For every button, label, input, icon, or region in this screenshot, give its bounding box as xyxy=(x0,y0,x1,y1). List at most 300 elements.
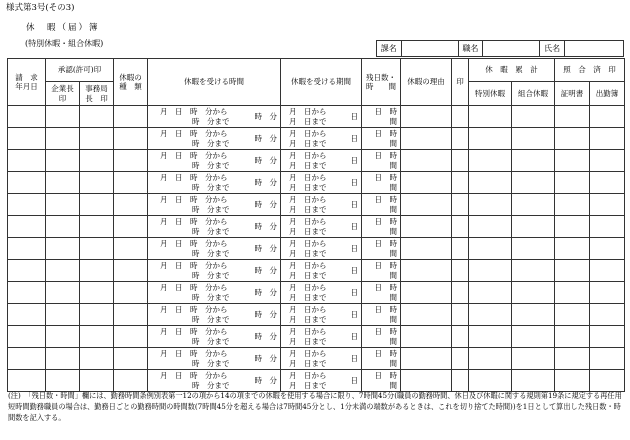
period-to: 月 日まで xyxy=(289,249,327,258)
approval-head-cell[interactable] xyxy=(46,370,80,392)
table-row xyxy=(8,172,625,194)
request-date-cell[interactable] xyxy=(8,348,46,370)
reason-cell[interactable] xyxy=(401,106,452,128)
col-leave-time: 休暇を受ける時間 xyxy=(148,59,281,106)
remaining-cell[interactable] xyxy=(362,106,401,128)
leave-period-cell[interactable] xyxy=(281,172,362,194)
remain-hours: 間 xyxy=(389,271,398,280)
remaining-cell[interactable] xyxy=(362,348,401,370)
time-to: 時 分まで xyxy=(192,117,230,126)
leave-period-cell[interactable] xyxy=(281,282,362,304)
request-date-cell[interactable] xyxy=(8,370,46,392)
leave-type-cell[interactable] xyxy=(114,216,148,238)
period-from: 月 日から xyxy=(289,239,327,248)
union-cell[interactable] xyxy=(512,282,555,304)
request-date-cell[interactable] xyxy=(8,172,46,194)
time-total: 時 分 xyxy=(254,222,278,231)
reason-cell[interactable] xyxy=(401,282,452,304)
remain-days: 日 時 xyxy=(374,239,398,248)
special-cell[interactable] xyxy=(469,172,512,194)
time-to: 時 分まで xyxy=(192,315,230,324)
leave-time-cell[interactable] xyxy=(148,128,281,150)
approval-head-cell[interactable] xyxy=(46,238,80,260)
remain-days: 日 時 xyxy=(374,107,398,116)
union-cell[interactable] xyxy=(512,260,555,282)
remaining-cell[interactable] xyxy=(362,260,401,282)
certificate-cell[interactable] xyxy=(555,304,590,326)
request-date-cell[interactable] xyxy=(8,128,46,150)
remain-hours: 間 xyxy=(389,359,398,368)
time-total: 時 分 xyxy=(254,310,278,319)
union-cell[interactable] xyxy=(512,128,555,150)
period-total: 日 xyxy=(350,354,359,363)
period-to: 月 日まで xyxy=(289,381,327,390)
col-leave-period: 休暇を受ける期間 xyxy=(281,59,362,106)
period-total: 日 xyxy=(350,178,359,187)
col-seal: 印 xyxy=(452,59,469,106)
remain-hours: 間 xyxy=(389,183,398,192)
col-special: 特別休暇 xyxy=(469,82,512,106)
attendance-cell[interactable] xyxy=(590,172,625,194)
period-total: 日 xyxy=(350,134,359,143)
request-date-cell[interactable] xyxy=(8,260,46,282)
form-subtitle: (特別休暇・組合休暇) xyxy=(25,39,104,48)
reason-cell[interactable] xyxy=(401,150,452,172)
col-request-date xyxy=(8,59,46,106)
remain-hours: 間 xyxy=(389,117,398,126)
col-approval-head xyxy=(46,82,80,106)
period-from: 月 日から xyxy=(289,107,327,116)
period-total: 日 xyxy=(350,376,359,385)
certificate-cell[interactable] xyxy=(555,260,590,282)
col-cumulative: 休 暇 累 計 xyxy=(469,59,555,82)
remaining-cell[interactable] xyxy=(362,128,401,150)
period-to: 月 日まで xyxy=(289,337,327,346)
approval-head-cell[interactable] xyxy=(46,260,80,282)
table-row xyxy=(8,326,625,348)
leave-type-cell[interactable] xyxy=(114,150,148,172)
time-to: 時 分まで xyxy=(192,381,230,390)
table-row xyxy=(8,304,625,326)
period-total: 日 xyxy=(350,310,359,319)
time-from: 月 日 時 分から xyxy=(160,217,228,226)
table-row xyxy=(8,260,625,282)
special-cell[interactable] xyxy=(469,238,512,260)
seal-cell[interactable] xyxy=(452,106,469,128)
reason-cell[interactable] xyxy=(401,326,452,348)
col-check: 照 合 済 印 xyxy=(555,59,625,82)
time-from: 月 日 時 分から xyxy=(160,327,228,336)
col-leave-type xyxy=(114,59,148,106)
time-total: 時 分 xyxy=(254,376,278,385)
time-total: 時 分 xyxy=(254,178,278,187)
approval-head-cell[interactable] xyxy=(46,128,80,150)
leave-type-cell[interactable] xyxy=(114,326,148,348)
time-to: 時 分まで xyxy=(192,161,230,170)
period-from: 月 日から xyxy=(289,371,327,380)
leave-time-cell[interactable] xyxy=(148,194,281,216)
special-cell[interactable] xyxy=(469,304,512,326)
certificate-cell[interactable] xyxy=(555,106,590,128)
special-cell[interactable] xyxy=(469,150,512,172)
approval-bureau-cell[interactable] xyxy=(80,304,114,326)
reason-cell[interactable] xyxy=(401,370,452,392)
remaining-cell[interactable] xyxy=(362,216,401,238)
name-field[interactable] xyxy=(564,41,623,57)
seal-cell[interactable] xyxy=(452,128,469,150)
union-cell[interactable] xyxy=(512,172,555,194)
attendance-cell[interactable] xyxy=(590,194,625,216)
seal-cell[interactable] xyxy=(452,370,469,392)
certificate-cell[interactable] xyxy=(555,216,590,238)
approval-bureau-cell[interactable] xyxy=(80,150,114,172)
special-cell[interactable] xyxy=(469,282,512,304)
time-from: 月 日 時 分から xyxy=(160,283,228,292)
seal-cell[interactable] xyxy=(452,282,469,304)
period-to: 月 日まで xyxy=(289,359,327,368)
approval-bureau-cell[interactable] xyxy=(80,282,114,304)
period-to: 月 日まで xyxy=(289,183,327,192)
approval-head-cell[interactable] xyxy=(46,172,80,194)
table-row xyxy=(8,128,625,150)
seal-cell[interactable] xyxy=(452,216,469,238)
leave-time-cell[interactable] xyxy=(148,172,281,194)
attendance-cell[interactable] xyxy=(590,238,625,260)
remaining-cell[interactable] xyxy=(362,238,401,260)
leave-type-cell[interactable] xyxy=(114,172,148,194)
period-from: 月 日から xyxy=(289,305,327,314)
reason-cell[interactable] xyxy=(401,260,452,282)
col-union: 組合休暇 xyxy=(512,82,555,106)
leave-period-cell[interactable] xyxy=(281,260,362,282)
period-to: 月 日まで xyxy=(289,139,327,148)
remain-hours: 間 xyxy=(389,161,398,170)
time-total: 時 分 xyxy=(254,156,278,165)
time-total: 時 分 xyxy=(254,332,278,341)
table-row xyxy=(8,150,625,172)
form-number: 様式第3号(その3) xyxy=(6,3,75,13)
union-cell[interactable] xyxy=(512,304,555,326)
col-remaining-label: 残日数・ 時 間 xyxy=(366,72,397,91)
request-date-cell[interactable] xyxy=(8,106,46,128)
leave-period-cell[interactable] xyxy=(281,128,362,150)
section-label: 課名 xyxy=(377,41,402,57)
time-total: 時 分 xyxy=(254,288,278,297)
seal-cell[interactable] xyxy=(452,172,469,194)
certificate-cell[interactable] xyxy=(555,326,590,348)
time-from: 月 日 時 分から xyxy=(160,107,228,116)
col-remaining xyxy=(362,59,401,106)
time-from: 月 日 時 分から xyxy=(160,195,228,204)
seal-cell[interactable] xyxy=(452,194,469,216)
table-row xyxy=(8,216,625,238)
request-date-cell[interactable] xyxy=(8,282,46,304)
period-from: 月 日から xyxy=(289,195,327,204)
time-total: 時 分 xyxy=(254,354,278,363)
remain-days: 日 時 xyxy=(374,217,398,226)
leave-period-cell[interactable] xyxy=(281,150,362,172)
leave-type-cell[interactable] xyxy=(114,348,148,370)
certificate-cell[interactable] xyxy=(555,348,590,370)
certificate-cell[interactable] xyxy=(555,282,590,304)
remain-days: 日 時 xyxy=(374,327,398,336)
attendance-cell[interactable] xyxy=(590,128,625,150)
special-cell[interactable] xyxy=(469,216,512,238)
approval-bureau-cell[interactable] xyxy=(80,216,114,238)
attendance-cell[interactable] xyxy=(590,216,625,238)
approval-bureau-cell[interactable] xyxy=(80,106,114,128)
employee-info-table xyxy=(376,40,624,57)
period-to: 月 日まで xyxy=(289,227,327,236)
remain-hours: 間 xyxy=(389,293,398,302)
period-from: 月 日から xyxy=(289,261,327,270)
leave-time-cell[interactable] xyxy=(148,348,281,370)
approval-bureau-cell[interactable] xyxy=(80,172,114,194)
union-cell[interactable] xyxy=(512,106,555,128)
special-cell[interactable] xyxy=(469,106,512,128)
leave-period-cell[interactable] xyxy=(281,194,362,216)
time-from: 月 日 時 分から xyxy=(160,239,228,248)
seal-cell[interactable] xyxy=(452,304,469,326)
table-row xyxy=(8,194,625,216)
request-date-cell[interactable] xyxy=(8,238,46,260)
section-field[interactable] xyxy=(401,41,458,57)
remaining-cell[interactable] xyxy=(362,282,401,304)
seal-cell[interactable] xyxy=(452,238,469,260)
leave-time-cell[interactable] xyxy=(148,282,281,304)
remaining-cell[interactable] xyxy=(362,150,401,172)
period-to: 月 日まで xyxy=(289,293,327,302)
remain-days: 日 時 xyxy=(374,371,398,380)
union-cell[interactable] xyxy=(512,370,555,392)
attendance-cell[interactable] xyxy=(590,106,625,128)
special-cell[interactable] xyxy=(469,326,512,348)
reason-cell[interactable] xyxy=(401,172,452,194)
leave-period-cell[interactable] xyxy=(281,326,362,348)
time-to: 時 分まで xyxy=(192,359,230,368)
certificate-cell[interactable] xyxy=(555,150,590,172)
leave-time-cell[interactable] xyxy=(148,370,281,392)
period-from: 月 日から xyxy=(289,327,327,336)
approval-bureau-cell[interactable] xyxy=(80,348,114,370)
col-approval: 承認(許可)印 xyxy=(46,59,114,82)
approval-head-cell[interactable] xyxy=(46,326,80,348)
approval-head-cell[interactable] xyxy=(46,282,80,304)
approval-bureau-cell[interactable] xyxy=(80,194,114,216)
reason-cell[interactable] xyxy=(401,304,452,326)
period-total: 日 xyxy=(350,156,359,165)
time-to: 時 分まで xyxy=(192,293,230,302)
period-total: 日 xyxy=(350,112,359,121)
leave-time-cell[interactable] xyxy=(148,216,281,238)
leave-time-cell[interactable] xyxy=(148,150,281,172)
leave-type-cell[interactable] xyxy=(114,370,148,392)
attendance-cell[interactable] xyxy=(590,348,625,370)
table-row xyxy=(8,370,625,392)
name-label: 氏名 xyxy=(540,41,565,57)
special-cell[interactable] xyxy=(469,348,512,370)
certificate-cell[interactable] xyxy=(555,370,590,392)
seal-cell[interactable] xyxy=(452,326,469,348)
leave-type-cell[interactable] xyxy=(114,194,148,216)
remain-days: 日 時 xyxy=(374,129,398,138)
leave-type-cell[interactable] xyxy=(114,304,148,326)
approval-head-cell[interactable] xyxy=(46,348,80,370)
union-cell[interactable] xyxy=(512,326,555,348)
attendance-cell[interactable] xyxy=(590,370,625,392)
period-total: 日 xyxy=(350,288,359,297)
reason-cell[interactable] xyxy=(401,216,452,238)
certificate-cell[interactable] xyxy=(555,238,590,260)
leave-time-cell[interactable] xyxy=(148,304,281,326)
approval-head-cell[interactable] xyxy=(46,106,80,128)
col-approval-bureau xyxy=(80,82,114,106)
leave-time-cell[interactable] xyxy=(148,260,281,282)
certificate-cell[interactable] xyxy=(555,172,590,194)
time-to: 時 分まで xyxy=(192,337,230,346)
time-from: 月 日 時 分から xyxy=(160,151,228,160)
approval-bureau-cell[interactable] xyxy=(80,370,114,392)
leave-period-cell[interactable] xyxy=(281,348,362,370)
time-from: 月 日 時 分から xyxy=(160,173,228,182)
remain-days: 日 時 xyxy=(374,261,398,270)
period-from: 月 日から xyxy=(289,217,327,226)
period-total: 日 xyxy=(350,222,359,231)
reason-cell[interactable] xyxy=(401,238,452,260)
time-from: 月 日 時 分から xyxy=(160,371,228,380)
remain-hours: 間 xyxy=(389,205,398,214)
attendance-cell[interactable] xyxy=(590,326,625,348)
reason-cell[interactable] xyxy=(401,194,452,216)
table-row xyxy=(8,348,625,370)
time-total: 時 分 xyxy=(254,200,278,209)
table-row xyxy=(8,238,625,260)
period-to: 月 日まで xyxy=(289,315,327,324)
approval-head-cell[interactable] xyxy=(46,194,80,216)
request-date-cell[interactable] xyxy=(8,194,46,216)
remain-hours: 間 xyxy=(389,337,398,346)
request-date-cell[interactable] xyxy=(8,304,46,326)
approval-head-cell[interactable] xyxy=(46,150,80,172)
time-from: 月 日 時 分から xyxy=(160,305,228,314)
remaining-cell[interactable] xyxy=(362,304,401,326)
time-to: 時 分まで xyxy=(192,183,230,192)
approval-head-cell[interactable] xyxy=(46,216,80,238)
special-cell[interactable] xyxy=(469,370,512,392)
time-total: 時 分 xyxy=(254,112,278,121)
period-from: 月 日から xyxy=(289,283,327,292)
time-to: 時 分まで xyxy=(192,249,230,258)
reason-cell[interactable] xyxy=(401,348,452,370)
period-from: 月 日から xyxy=(289,349,327,358)
period-from: 月 日から xyxy=(289,129,327,138)
leave-type-cell[interactable] xyxy=(114,238,148,260)
attendance-cell[interactable] xyxy=(590,150,625,172)
remain-hours: 間 xyxy=(389,381,398,390)
remaining-cell[interactable] xyxy=(362,326,401,348)
remain-days: 日 時 xyxy=(374,305,398,314)
form-title: 休 暇（届）簿 xyxy=(26,23,100,33)
col-request-date-label: 請 求 年月日 xyxy=(15,72,38,91)
union-cell[interactable] xyxy=(512,348,555,370)
period-from: 月 日から xyxy=(289,173,327,182)
remain-hours: 間 xyxy=(389,249,398,258)
time-to: 時 分まで xyxy=(192,271,230,280)
position-field[interactable] xyxy=(483,41,540,57)
period-from: 月 日から xyxy=(289,151,327,160)
leave-record-table xyxy=(7,58,625,392)
union-cell[interactable] xyxy=(512,216,555,238)
reason-cell[interactable] xyxy=(401,128,452,150)
special-cell[interactable] xyxy=(469,260,512,282)
approval-bureau-cell[interactable] xyxy=(80,238,114,260)
approval-bureau-cell[interactable] xyxy=(80,128,114,150)
leave-period-cell[interactable] xyxy=(281,370,362,392)
special-cell[interactable] xyxy=(469,194,512,216)
record-rows xyxy=(8,106,625,392)
col-approval-bureau-label: 事務局 長 印 xyxy=(85,84,108,103)
attendance-cell[interactable] xyxy=(590,304,625,326)
time-total: 時 分 xyxy=(254,134,278,143)
remaining-cell[interactable] xyxy=(362,172,401,194)
certificate-cell[interactable] xyxy=(555,128,590,150)
approval-head-cell[interactable] xyxy=(46,304,80,326)
leave-period-cell[interactable] xyxy=(281,304,362,326)
attendance-cell[interactable] xyxy=(590,282,625,304)
leave-time-cell[interactable] xyxy=(148,106,281,128)
leave-type-cell[interactable] xyxy=(114,282,148,304)
time-from: 月 日 時 分から xyxy=(160,129,228,138)
request-date-cell[interactable] xyxy=(8,150,46,172)
attendance-cell[interactable] xyxy=(590,260,625,282)
leave-time-cell[interactable] xyxy=(148,326,281,348)
position-label: 職名 xyxy=(458,41,483,57)
approval-bureau-cell[interactable] xyxy=(80,260,114,282)
leave-period-cell[interactable] xyxy=(281,216,362,238)
union-cell[interactable] xyxy=(512,150,555,172)
seal-cell[interactable] xyxy=(452,348,469,370)
seal-cell[interactable] xyxy=(452,150,469,172)
table-row xyxy=(8,106,625,128)
period-to: 月 日まで xyxy=(289,161,327,170)
leave-type-cell[interactable] xyxy=(114,106,148,128)
leave-type-cell[interactable] xyxy=(114,128,148,150)
remain-days: 日 時 xyxy=(374,173,398,182)
period-total: 日 xyxy=(350,200,359,209)
union-cell[interactable] xyxy=(512,238,555,260)
remaining-cell[interactable] xyxy=(362,194,401,216)
certificate-cell[interactable] xyxy=(555,194,590,216)
seal-cell[interactable] xyxy=(452,260,469,282)
request-date-cell[interactable] xyxy=(8,326,46,348)
leave-time-cell[interactable] xyxy=(148,238,281,260)
leave-period-cell[interactable] xyxy=(281,106,362,128)
request-date-cell[interactable] xyxy=(8,216,46,238)
remain-days: 日 時 xyxy=(374,195,398,204)
period-total: 日 xyxy=(350,266,359,275)
footnote: (注) 「残日数・時間」欄には、勤務時間条例別表第一12の項から14の項までの休暇を使用する場合に限り、7時間45分(職員の勤務時間、休日及び休暇に関する規則第19条に規定する再任用短時間勤務職員の場合は、勤務日ごとの勤務時間の時間数(7時間45分を超える場合は7時間45分とし、1分未満の端数があるときは、これを切り捨てた時間))を1日として算出した残日数・時間数を記入する。 xyxy=(8,391,622,423)
remaining-cell[interactable] xyxy=(362,370,401,392)
special-cell[interactable] xyxy=(469,128,512,150)
period-to: 月 日まで xyxy=(289,117,327,126)
leave-type-cell[interactable] xyxy=(114,260,148,282)
remain-hours: 間 xyxy=(389,315,398,324)
remain-days: 日 時 xyxy=(374,283,398,292)
union-cell[interactable] xyxy=(512,194,555,216)
table-row xyxy=(8,282,625,304)
leave-period-cell[interactable] xyxy=(281,238,362,260)
approval-bureau-cell[interactable] xyxy=(80,326,114,348)
